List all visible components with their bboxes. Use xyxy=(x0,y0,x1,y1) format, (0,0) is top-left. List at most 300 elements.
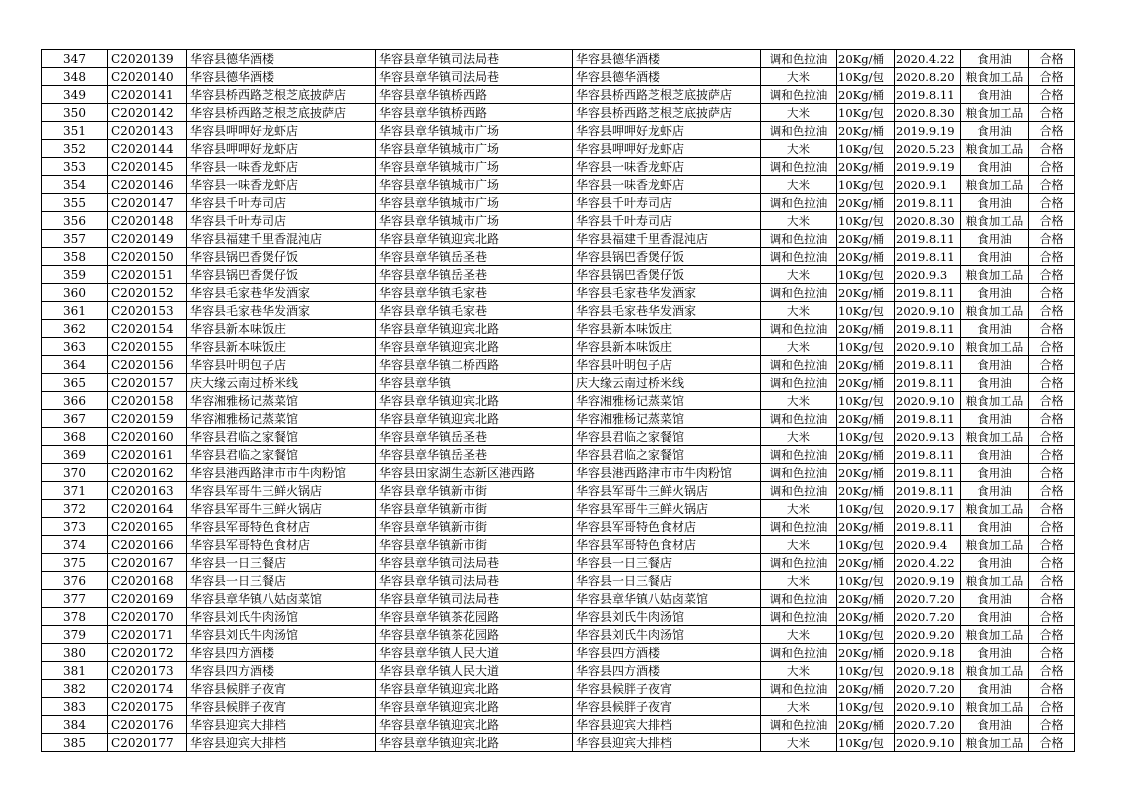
sample-id-cell: C2020166 xyxy=(108,536,187,554)
table-row xyxy=(42,338,1075,356)
sampled-unit-cell: 华容县军哥牛三鲜火锅店 xyxy=(573,500,761,518)
result-cell: 合格 xyxy=(1029,266,1075,284)
business-address-cell: 华容县章华镇司法局巷 xyxy=(376,68,573,86)
sampled-unit-cell: 华容县候胖子夜宵 xyxy=(573,698,761,716)
production-date-cell: 2020.9.4 xyxy=(895,536,961,554)
sample-id-cell: C2020146 xyxy=(108,176,187,194)
business-address-cell: 华容县章华镇迎宾北路 xyxy=(376,338,573,356)
business-name-cell: 华容县千叶寿司店 xyxy=(187,194,376,212)
product-name-cell: 调和色拉油 xyxy=(761,554,837,572)
production-date-cell: 2019.8.11 xyxy=(895,320,961,338)
package-spec-cell: 20Kg/桶 xyxy=(837,680,895,698)
row-number-cell: 367 xyxy=(42,410,108,428)
table-row xyxy=(42,284,1075,302)
business-name-cell: 华容县桥西路芝根芝底披萨店 xyxy=(187,104,376,122)
production-date-cell: 2020.8.20 xyxy=(895,68,961,86)
result-cell: 合格 xyxy=(1029,554,1075,572)
package-spec-cell: 20Kg/桶 xyxy=(837,644,895,662)
sample-id-cell: C2020152 xyxy=(108,284,187,302)
sample-id-cell: C2020139 xyxy=(108,50,187,68)
product-name-cell: 大米 xyxy=(761,104,837,122)
sampled-unit-cell: 华容县港西路津市市牛肉粉馆 xyxy=(573,464,761,482)
sample-id-cell: C2020155 xyxy=(108,338,187,356)
production-date-cell: 2020.9.13 xyxy=(895,428,961,446)
food-category-cell: 食用油 xyxy=(961,410,1029,428)
package-spec-cell: 10Kg/包 xyxy=(837,266,895,284)
business-address-cell: 华容县章华镇迎宾北路 xyxy=(376,680,573,698)
row-number-cell: 352 xyxy=(42,140,108,158)
production-date-cell: 2019.8.11 xyxy=(895,464,961,482)
business-address-cell: 华容县章华镇司法局巷 xyxy=(376,50,573,68)
table-row xyxy=(42,680,1075,698)
sample-id-cell: C2020151 xyxy=(108,266,187,284)
food-category-cell: 粮食加工品 xyxy=(961,140,1029,158)
food-category-cell: 食用油 xyxy=(961,320,1029,338)
table-row xyxy=(42,554,1075,572)
business-address-cell: 华容县章华镇司法局巷 xyxy=(376,572,573,590)
row-number-cell: 364 xyxy=(42,356,108,374)
business-address-cell: 华容县章华镇二桥西路 xyxy=(376,356,573,374)
business-name-cell: 华容县桥西路芝根芝底披萨店 xyxy=(187,86,376,104)
result-cell: 合格 xyxy=(1029,716,1075,734)
sampled-unit-cell: 华容县四方酒楼 xyxy=(573,662,761,680)
sample-id-cell: C2020154 xyxy=(108,320,187,338)
row-number-cell: 361 xyxy=(42,302,108,320)
food-category-cell: 食用油 xyxy=(961,122,1029,140)
business-name-cell: 华容县毛家巷华发酒家 xyxy=(187,284,376,302)
sampled-unit-cell: 华容县德华酒楼 xyxy=(573,50,761,68)
table-row xyxy=(42,464,1075,482)
business-address-cell: 华容县章华镇人民大道 xyxy=(376,644,573,662)
table-row xyxy=(42,320,1075,338)
product-name-cell: 大米 xyxy=(761,536,837,554)
production-date-cell: 2020.9.20 xyxy=(895,626,961,644)
sample-id-cell: C2020145 xyxy=(108,158,187,176)
package-spec-cell: 20Kg/桶 xyxy=(837,410,895,428)
table-row xyxy=(42,662,1075,680)
production-date-cell: 2020.7.20 xyxy=(895,590,961,608)
food-category-cell: 食用油 xyxy=(961,194,1029,212)
food-category-cell: 粮食加工品 xyxy=(961,104,1029,122)
production-date-cell: 2019.8.11 xyxy=(895,284,961,302)
table-row xyxy=(42,572,1075,590)
row-number-cell: 380 xyxy=(42,644,108,662)
product-name-cell: 调和色拉油 xyxy=(761,158,837,176)
product-name-cell: 调和色拉油 xyxy=(761,284,837,302)
sampled-unit-cell: 华容县福建千里香混沌店 xyxy=(573,230,761,248)
food-category-cell: 食用油 xyxy=(961,50,1029,68)
sample-id-cell: C2020162 xyxy=(108,464,187,482)
row-number-cell: 365 xyxy=(42,374,108,392)
sample-id-cell: C2020171 xyxy=(108,626,187,644)
food-category-cell: 粮食加工品 xyxy=(961,68,1029,86)
sampled-unit-cell: 华容县锅巴香煲仔饭 xyxy=(573,248,761,266)
row-number-cell: 378 xyxy=(42,608,108,626)
business-name-cell: 华容县迎宾大排档 xyxy=(187,716,376,734)
business-name-cell: 华容县千叶寿司店 xyxy=(187,212,376,230)
row-number-cell: 374 xyxy=(42,536,108,554)
result-cell: 合格 xyxy=(1029,518,1075,536)
sampled-unit-cell: 华容县军哥特色食材店 xyxy=(573,536,761,554)
production-date-cell: 2020.9.17 xyxy=(895,500,961,518)
business-name-cell: 华容县四方酒楼 xyxy=(187,644,376,662)
result-cell: 合格 xyxy=(1029,248,1075,266)
sample-id-cell: C2020172 xyxy=(108,644,187,662)
business-name-cell: 庆大缘云南过桥米线 xyxy=(187,374,376,392)
sample-id-cell: C2020147 xyxy=(108,194,187,212)
sampled-unit-cell: 华容湘雅杨记蒸菜馆 xyxy=(573,392,761,410)
sampled-unit-cell: 华容县新本味饭庄 xyxy=(573,320,761,338)
package-spec-cell: 20Kg/桶 xyxy=(837,608,895,626)
business-name-cell: 华容县军哥特色食材店 xyxy=(187,536,376,554)
row-number-cell: 359 xyxy=(42,266,108,284)
result-cell: 合格 xyxy=(1029,608,1075,626)
product-name-cell: 大米 xyxy=(761,68,837,86)
business-name-cell: 华容县候胖子夜宵 xyxy=(187,698,376,716)
product-name-cell: 大米 xyxy=(761,572,837,590)
package-spec-cell: 20Kg/桶 xyxy=(837,374,895,392)
business-address-cell: 华容县章华镇岳圣巷 xyxy=(376,248,573,266)
production-date-cell: 2019.8.11 xyxy=(895,356,961,374)
package-spec-cell: 20Kg/桶 xyxy=(837,464,895,482)
sampled-unit-cell: 华容县刘氏牛肉汤馆 xyxy=(573,608,761,626)
business-address-cell: 华容县章华镇司法局巷 xyxy=(376,554,573,572)
business-name-cell: 华容县君临之家餐馆 xyxy=(187,446,376,464)
row-number-cell: 350 xyxy=(42,104,108,122)
result-cell: 合格 xyxy=(1029,194,1075,212)
sample-id-cell: C2020157 xyxy=(108,374,187,392)
product-name-cell: 调和色拉油 xyxy=(761,716,837,734)
package-spec-cell: 10Kg/包 xyxy=(837,428,895,446)
business-address-cell: 华容县章华镇茶花园路 xyxy=(376,626,573,644)
row-number-cell: 384 xyxy=(42,716,108,734)
product-name-cell: 调和色拉油 xyxy=(761,122,837,140)
production-date-cell: 2020.9.3 xyxy=(895,266,961,284)
production-date-cell: 2019.9.19 xyxy=(895,158,961,176)
table-row xyxy=(42,518,1075,536)
package-spec-cell: 10Kg/包 xyxy=(837,302,895,320)
package-spec-cell: 20Kg/桶 xyxy=(837,356,895,374)
table-row xyxy=(42,356,1075,374)
business-address-cell: 华容县章华镇迎宾北路 xyxy=(376,320,573,338)
sampled-unit-cell: 华容县德华酒楼 xyxy=(573,68,761,86)
table-row xyxy=(42,608,1075,626)
sampled-unit-cell: 华容县军哥特色食材店 xyxy=(573,518,761,536)
result-cell: 合格 xyxy=(1029,428,1075,446)
food-category-cell: 粮食加工品 xyxy=(961,662,1029,680)
business-name-cell: 华容县德华酒楼 xyxy=(187,68,376,86)
product-name-cell: 大米 xyxy=(761,176,837,194)
business-name-cell: 华容县迎宾大排档 xyxy=(187,734,376,752)
result-cell: 合格 xyxy=(1029,104,1075,122)
sampled-unit-cell: 华容县迎宾大排档 xyxy=(573,716,761,734)
business-name-cell: 华容县刘氏牛肉汤馆 xyxy=(187,608,376,626)
sample-id-cell: C2020149 xyxy=(108,230,187,248)
result-cell: 合格 xyxy=(1029,446,1075,464)
result-cell: 合格 xyxy=(1029,158,1075,176)
row-number-cell: 382 xyxy=(42,680,108,698)
table-row xyxy=(42,446,1075,464)
table-row xyxy=(42,266,1075,284)
product-name-cell: 大米 xyxy=(761,140,837,158)
production-date-cell: 2020.8.30 xyxy=(895,104,961,122)
production-date-cell: 2019.8.11 xyxy=(895,446,961,464)
result-cell: 合格 xyxy=(1029,644,1075,662)
product-name-cell: 调和色拉油 xyxy=(761,50,837,68)
product-name-cell: 大米 xyxy=(761,734,837,752)
business-name-cell: 华容县军哥特色食材店 xyxy=(187,518,376,536)
sample-id-cell: C2020167 xyxy=(108,554,187,572)
sampled-unit-cell: 庆大缘云南过桥米线 xyxy=(573,374,761,392)
food-category-cell: 食用油 xyxy=(961,644,1029,662)
row-number-cell: 351 xyxy=(42,122,108,140)
product-name-cell: 大米 xyxy=(761,338,837,356)
business-address-cell: 华容县章华镇迎宾北路 xyxy=(376,734,573,752)
sampled-unit-cell: 华容县毛家巷华发酒家 xyxy=(573,284,761,302)
result-cell: 合格 xyxy=(1029,500,1075,518)
production-date-cell: 2020.9.19 xyxy=(895,572,961,590)
row-number-cell: 385 xyxy=(42,734,108,752)
product-name-cell: 调和色拉油 xyxy=(761,230,837,248)
production-date-cell: 2019.8.11 xyxy=(895,194,961,212)
inspection-results-table xyxy=(41,49,1075,752)
food-category-cell: 粮食加工品 xyxy=(961,572,1029,590)
table-row xyxy=(42,734,1075,752)
result-cell: 合格 xyxy=(1029,572,1075,590)
result-cell: 合格 xyxy=(1029,320,1075,338)
production-date-cell: 2020.9.1 xyxy=(895,176,961,194)
table-row xyxy=(42,158,1075,176)
business-address-cell: 华容县章华镇桥西路 xyxy=(376,104,573,122)
business-address-cell: 华容县章华镇 xyxy=(376,374,573,392)
result-cell: 合格 xyxy=(1029,302,1075,320)
package-spec-cell: 20Kg/桶 xyxy=(837,248,895,266)
business-address-cell: 华容县田家湖生态新区港西路 xyxy=(376,464,573,482)
product-name-cell: 大米 xyxy=(761,662,837,680)
result-cell: 合格 xyxy=(1029,464,1075,482)
package-spec-cell: 20Kg/桶 xyxy=(837,50,895,68)
product-name-cell: 调和色拉油 xyxy=(761,608,837,626)
product-name-cell: 大米 xyxy=(761,266,837,284)
result-cell: 合格 xyxy=(1029,230,1075,248)
sample-id-cell: C2020177 xyxy=(108,734,187,752)
table-row xyxy=(42,176,1075,194)
food-category-cell: 粮食加工品 xyxy=(961,302,1029,320)
business-name-cell: 华容县一味香龙虾店 xyxy=(187,158,376,176)
business-address-cell: 华容县章华镇城市广场 xyxy=(376,122,573,140)
food-category-cell: 食用油 xyxy=(961,554,1029,572)
business-name-cell: 华容湘雅杨记蒸菜馆 xyxy=(187,392,376,410)
sampled-unit-cell: 华容县桥西路芝根芝底披萨店 xyxy=(573,104,761,122)
result-cell: 合格 xyxy=(1029,212,1075,230)
business-name-cell: 华容县一日三餐店 xyxy=(187,572,376,590)
food-category-cell: 粮食加工品 xyxy=(961,698,1029,716)
product-name-cell: 调和色拉油 xyxy=(761,356,837,374)
business-name-cell: 华容县呷呷好龙虾店 xyxy=(187,140,376,158)
business-address-cell: 华容县章华镇桥西路 xyxy=(376,86,573,104)
sample-id-cell: C2020153 xyxy=(108,302,187,320)
package-spec-cell: 10Kg/包 xyxy=(837,68,895,86)
package-spec-cell: 20Kg/桶 xyxy=(837,86,895,104)
sample-id-cell: C2020142 xyxy=(108,104,187,122)
business-address-cell: 华容县章华镇新市街 xyxy=(376,518,573,536)
row-number-cell: 355 xyxy=(42,194,108,212)
table-row xyxy=(42,86,1075,104)
business-address-cell: 华容县章华镇人民大道 xyxy=(376,662,573,680)
product-name-cell: 调和色拉油 xyxy=(761,446,837,464)
product-name-cell: 大米 xyxy=(761,212,837,230)
package-spec-cell: 10Kg/包 xyxy=(837,572,895,590)
product-name-cell: 调和色拉油 xyxy=(761,374,837,392)
food-category-cell: 粮食加工品 xyxy=(961,338,1029,356)
business-address-cell: 华容县章华镇迎宾北路 xyxy=(376,230,573,248)
production-date-cell: 2020.4.22 xyxy=(895,554,961,572)
sample-id-cell: C2020170 xyxy=(108,608,187,626)
sampled-unit-cell: 华容县毛家巷华发酒家 xyxy=(573,302,761,320)
sample-id-cell: C2020158 xyxy=(108,392,187,410)
table-row xyxy=(42,212,1075,230)
production-date-cell: 2019.8.11 xyxy=(895,482,961,500)
food-category-cell: 食用油 xyxy=(961,284,1029,302)
table-row xyxy=(42,230,1075,248)
table-row xyxy=(42,626,1075,644)
production-date-cell: 2020.8.30 xyxy=(895,212,961,230)
row-number-cell: 366 xyxy=(42,392,108,410)
production-date-cell: 2020.9.18 xyxy=(895,662,961,680)
sampled-unit-cell: 华容县呷呷好龙虾店 xyxy=(573,122,761,140)
result-cell: 合格 xyxy=(1029,662,1075,680)
result-cell: 合格 xyxy=(1029,680,1075,698)
sampled-unit-cell: 华容县呷呷好龙虾店 xyxy=(573,140,761,158)
food-category-cell: 食用油 xyxy=(961,248,1029,266)
production-date-cell: 2019.8.11 xyxy=(895,518,961,536)
business-name-cell: 华容县呷呷好龙虾店 xyxy=(187,122,376,140)
sampled-unit-cell: 华容县君临之家餐馆 xyxy=(573,446,761,464)
product-name-cell: 调和色拉油 xyxy=(761,518,837,536)
table-body xyxy=(42,50,1075,752)
row-number-cell: 348 xyxy=(42,68,108,86)
business-name-cell: 华容县章华镇八姑卤菜馆 xyxy=(187,590,376,608)
business-address-cell: 华容县章华镇岳圣巷 xyxy=(376,266,573,284)
row-number-cell: 376 xyxy=(42,572,108,590)
sampled-unit-cell: 华容县叶明包子店 xyxy=(573,356,761,374)
package-spec-cell: 20Kg/桶 xyxy=(837,284,895,302)
business-name-cell: 华容县德华酒楼 xyxy=(187,50,376,68)
business-address-cell: 华容县章华镇迎宾北路 xyxy=(376,716,573,734)
product-name-cell: 调和色拉油 xyxy=(761,86,837,104)
business-name-cell: 华容县毛家巷华发酒家 xyxy=(187,302,376,320)
table-row xyxy=(42,590,1075,608)
package-spec-cell: 10Kg/包 xyxy=(837,140,895,158)
product-name-cell: 大米 xyxy=(761,392,837,410)
food-category-cell: 食用油 xyxy=(961,680,1029,698)
package-spec-cell: 20Kg/桶 xyxy=(837,590,895,608)
package-spec-cell: 20Kg/桶 xyxy=(837,554,895,572)
product-name-cell: 调和色拉油 xyxy=(761,464,837,482)
row-number-cell: 349 xyxy=(42,86,108,104)
table-row xyxy=(42,50,1075,68)
production-date-cell: 2020.7.20 xyxy=(895,680,961,698)
sampled-unit-cell: 华容县君临之家餐馆 xyxy=(573,428,761,446)
sampled-unit-cell: 华容县章华镇八姑卤菜馆 xyxy=(573,590,761,608)
package-spec-cell: 10Kg/包 xyxy=(837,176,895,194)
product-name-cell: 大米 xyxy=(761,698,837,716)
sample-id-cell: C2020173 xyxy=(108,662,187,680)
business-name-cell: 华容县新本味饭庄 xyxy=(187,320,376,338)
product-name-cell: 大米 xyxy=(761,302,837,320)
table-row xyxy=(42,248,1075,266)
result-cell: 合格 xyxy=(1029,536,1075,554)
food-category-cell: 食用油 xyxy=(961,716,1029,734)
row-number-cell: 356 xyxy=(42,212,108,230)
result-cell: 合格 xyxy=(1029,626,1075,644)
product-name-cell: 调和色拉油 xyxy=(761,320,837,338)
table-row xyxy=(42,302,1075,320)
row-number-cell: 373 xyxy=(42,518,108,536)
sample-id-cell: C2020144 xyxy=(108,140,187,158)
package-spec-cell: 20Kg/桶 xyxy=(837,122,895,140)
result-cell: 合格 xyxy=(1029,338,1075,356)
business-address-cell: 华容县章华镇新市街 xyxy=(376,536,573,554)
sampled-unit-cell: 华容县军哥牛三鲜火锅店 xyxy=(573,482,761,500)
business-address-cell: 华容县章华镇城市广场 xyxy=(376,158,573,176)
row-number-cell: 357 xyxy=(42,230,108,248)
food-category-cell: 粮食加工品 xyxy=(961,428,1029,446)
production-date-cell: 2020.9.10 xyxy=(895,302,961,320)
production-date-cell: 2019.9.19 xyxy=(895,122,961,140)
business-name-cell: 华容湘雅杨记蒸菜馆 xyxy=(187,410,376,428)
sampled-unit-cell: 华容县一日三餐店 xyxy=(573,554,761,572)
product-name-cell: 调和色拉油 xyxy=(761,410,837,428)
business-address-cell: 华容县章华镇城市广场 xyxy=(376,140,573,158)
row-number-cell: 353 xyxy=(42,158,108,176)
production-date-cell: 2020.7.20 xyxy=(895,716,961,734)
sample-id-cell: C2020176 xyxy=(108,716,187,734)
sample-id-cell: C2020164 xyxy=(108,500,187,518)
package-spec-cell: 10Kg/包 xyxy=(837,536,895,554)
business-name-cell: 华容县锅巴香煲仔饭 xyxy=(187,266,376,284)
sample-id-cell: C2020159 xyxy=(108,410,187,428)
food-category-cell: 粮食加工品 xyxy=(961,392,1029,410)
sampled-unit-cell: 华容县迎宾大排档 xyxy=(573,734,761,752)
food-category-cell: 食用油 xyxy=(961,158,1029,176)
food-category-cell: 食用油 xyxy=(961,446,1029,464)
business-address-cell: 华容县章华镇迎宾北路 xyxy=(376,392,573,410)
food-category-cell: 食用油 xyxy=(961,464,1029,482)
product-name-cell: 调和色拉油 xyxy=(761,194,837,212)
sample-id-cell: C2020163 xyxy=(108,482,187,500)
business-address-cell: 华容县章华镇城市广场 xyxy=(376,194,573,212)
row-number-cell: 370 xyxy=(42,464,108,482)
production-date-cell: 2020.9.10 xyxy=(895,734,961,752)
sample-id-cell: C2020168 xyxy=(108,572,187,590)
package-spec-cell: 20Kg/桶 xyxy=(837,518,895,536)
business-name-cell: 华容县一日三餐店 xyxy=(187,554,376,572)
business-address-cell: 华容县章华镇迎宾北路 xyxy=(376,410,573,428)
production-date-cell: 2020.9.10 xyxy=(895,698,961,716)
sample-id-cell: C2020148 xyxy=(108,212,187,230)
business-name-cell: 华容县港西路津市市牛肉粉馆 xyxy=(187,464,376,482)
food-category-cell: 食用油 xyxy=(961,608,1029,626)
result-cell: 合格 xyxy=(1029,734,1075,752)
package-spec-cell: 20Kg/桶 xyxy=(837,716,895,734)
table-row xyxy=(42,482,1075,500)
business-name-cell: 华容县福建千里香混沌店 xyxy=(187,230,376,248)
table-row xyxy=(42,410,1075,428)
business-name-cell: 华容县新本味饭庄 xyxy=(187,338,376,356)
production-date-cell: 2019.8.11 xyxy=(895,374,961,392)
result-cell: 合格 xyxy=(1029,50,1075,68)
